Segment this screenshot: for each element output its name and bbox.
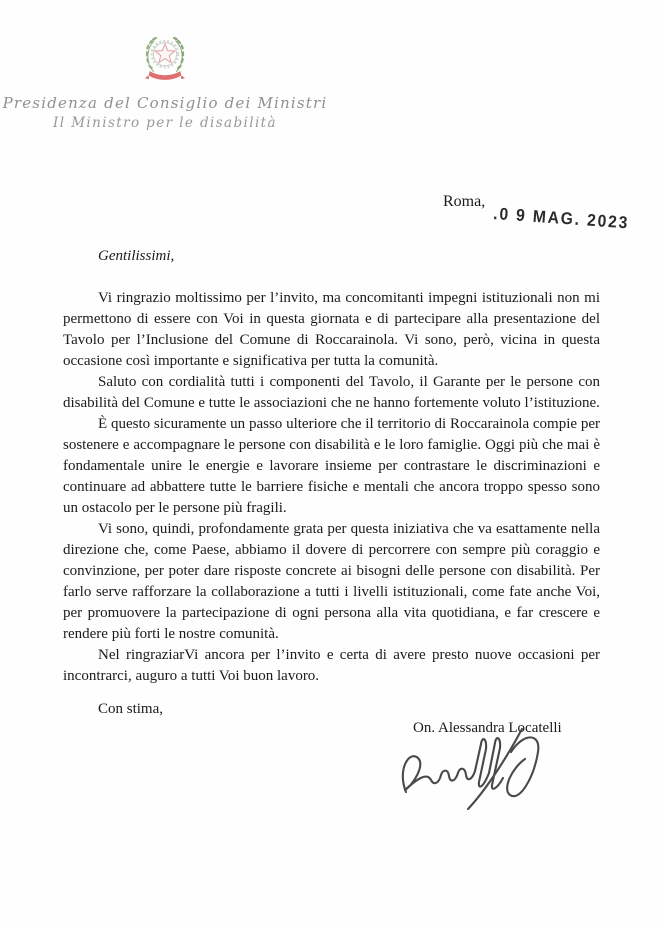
paragraph: Saluto con cordialità tutti i componenti del Tavolo, il Garante per le persone con disabilità del Comune e tutte le associazioni che ne hanno fortemente voluto l’istituzione. [63,374,600,411]
date-stamp: .0 9 MAG. 2023 [492,204,630,233]
handwritten-signature-icon [394,724,554,819]
paragraph: Nel ringraziarVi ancora per l’invito e certa di avere presto nuove occasioni per incontrarci, auguro a tutti Voi buon lavoro. [63,647,600,684]
letter-body [63,246,600,720]
dateline-city: Roma, [443,193,486,210]
letterhead [0,30,330,131]
signature-typed-name: On. Alessandra Locatelli [413,720,562,736]
paragraph: È questo sicuramente un passo ulteriore che il territorio di Roccarainola compie per sostenere e accompagnare le persone con disabilità e le loro famiglie. Oggi più che mai è fondamentale unire le energie e lavorare insieme per contrastare le discriminazioni e continuare ad abbattere tutte le barriere fisiche e mentali che ancora troppo spesso sono un ostacolo per le persone più fragili. [63,416,600,516]
letterhead-line2: Il Ministro per le disabilità [53,115,277,131]
paragraph: Vi sono, quindi, profondamente grata per questa iniziativa che va esattamente nella direzione che, come Paese, abbiamo il dovere di percorrere con sempre più coraggio e convinzione, per poter dare risposte concrete ai bisogni delle persone con disabilità. Per farlo serve rafforzare la collaborazione a tutti i livelli istituzionali, come fate anche Voi, per promuovere la partecipazione di ogni persona alla vita quotidiana, e far crescere e rendere più forti le nostre comunità. [63,521,600,642]
letterhead-line1: Presidenza del Consiglio dei Ministri [2,94,328,112]
salutation: Gentilissimi, [98,248,175,264]
paragraph: Vi ringrazio moltissimo per l’invito, ma concomitanti impegni istituzionali non mi permettono di essere con Voi in questa giornata e di partecipare alla presentazione del Tavolo per l’Inclusione del Comune di Roccarainola. Vi sono, però, vicina in questa occasione così importante e significativa per tutta la comunità. [63,290,600,369]
italy-republic-emblem-icon [0,30,330,88]
closing: Con stima, [98,701,164,717]
